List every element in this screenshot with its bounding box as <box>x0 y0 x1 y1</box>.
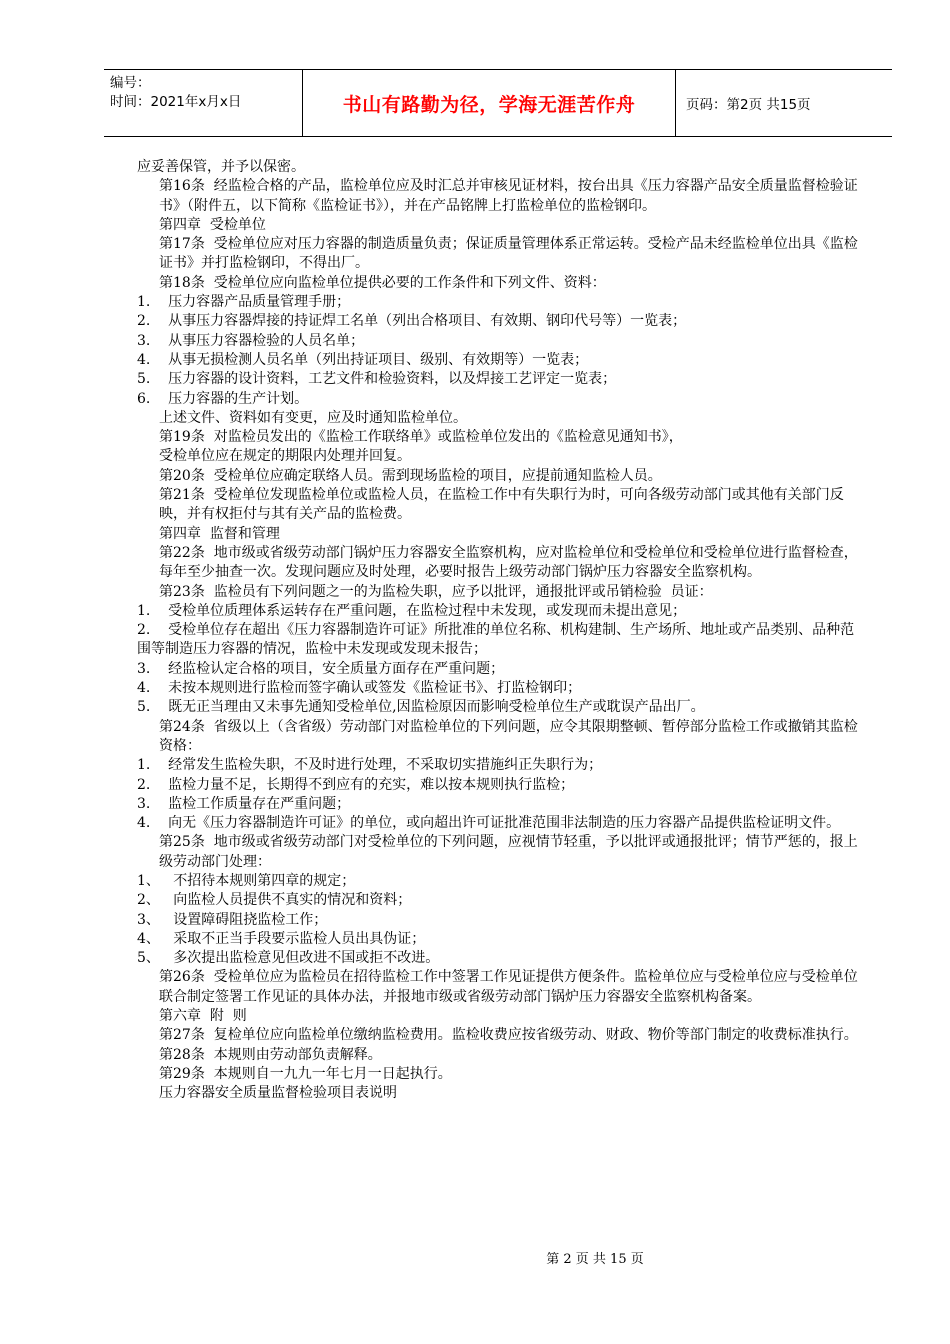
paragraph: 第25条 地市级或省级劳动部门对受检单位的下列问题，应视情节轻重，予以批评或通报批评；情节严惩的，报上级劳动部门处理： <box>159 834 858 870</box>
paragraph: 第六章 附 则 <box>159 1008 247 1025</box>
header-motto: 书山有路勤为径，学海无涯苦作舟 <box>303 70 676 136</box>
paragraph: 1、 不招待本规则第四章的规定； <box>137 872 356 889</box>
time-label: 时间：2021年x月x日 <box>110 94 242 110</box>
paragraph: 2. 受检单位存在超出《压力容器制造许可证》所批准的单位名称、机构建制、生产场所、地址或产品类别、品种范围等制造压力容器的情况，监检中未发现或发现未报告； <box>137 622 855 658</box>
paragraph: 第16条 经监检合格的产品，监检单位应及时汇总并审核见证材料，按台出具《压力容器产品安全质量监督检验证书》（附件五，以下简称《监检证书》），并在产品铭牌上打监检单位的监检钢印。 <box>159 178 858 214</box>
paragraph: 5. 压力容器的设计资料，工艺文件和检验资料，以及焊接工艺评定一览表； <box>137 371 617 388</box>
paragraph: 2. 监检力量不足，长期得不到应有的充实，难以按本规则执行监检； <box>137 776 575 793</box>
paragraph: 第29条 本规则自一九九一年七月一日起执行。 <box>159 1065 452 1082</box>
paragraph: 2、 向监检人员提供不真实的情况和资料； <box>137 892 412 909</box>
paragraph: 第26条 受检单位应为监检员在招待监检工作中签署工作见证提供方便条件。监检单位应与受检单位应与受检单位联合制定签署工作见证的具体办法，并报地市级或省级劳动部门锅炉压力容器安全监察机构备案。 <box>159 969 858 1005</box>
paragraph: 第18条 受检单位应向监检单位提供必要的工作条件和下列文件、资料： <box>159 274 606 291</box>
paragraph: 4. 从事无损检测人员名单（列出持证项目、级别、有效期等）一览表； <box>137 351 589 368</box>
paragraph: 4、 采取不正当手段要示监检人员出具伪证； <box>137 930 426 947</box>
paragraph: 第22条 地市级或省级劳动部门锅炉压力容器安全监察机构，应对监检单位和受检单位和受检单位进行监督检查，每年至少抽查一次。发现问题应及时处理，必要时报告上级劳动部门锅炉压力容器安全监察机构。 <box>159 544 858 581</box>
page-header <box>104 69 892 137</box>
header-meta <box>104 70 303 136</box>
paragraph: 4. 向无《压力容器制造许可证》的单位，或向超出许可证批准范围非法制造的压力容器产品提供监检证明文件。 <box>137 815 841 832</box>
paragraph: 1. 经常发生监检失职，不及时进行处理，不采取切实措施纠正失职行为； <box>137 757 603 774</box>
document-body <box>137 158 861 1104</box>
number-label: 编号： <box>110 75 151 91</box>
paragraph: 上述文件、资料如有变更，应及时通知监检单位。 <box>159 409 467 426</box>
paragraph: 3. 从事压力容器检验的人员名单； <box>137 332 365 349</box>
paragraph: 第20条 受检单位应确定联络人员。需到现场监检的项目，应提前通知监检人员。 <box>159 467 662 484</box>
paragraph: 1. 受检单位质理体系运转存在严重问题，在监检过程中未发现，或发现而未提出意见； <box>137 602 687 619</box>
paragraph: 3、 设置障碍阻挠监检工作； <box>137 911 328 928</box>
paragraph: 第四章 受检单位 <box>159 216 266 233</box>
paragraph: 第21条 受检单位发现监检单位或监检人员，在监检工作中有失职行为时，可向各级劳动部门或其他有关部门反映，并有权拒付与其有关产品的监检费。 <box>159 487 844 523</box>
paragraph: 第24条 省级以上（含省级）劳动部门对监检单位的下列问题，应令其限期整顿、暂停部分监检工作或撤销其监检资格： <box>159 718 858 754</box>
paragraph: 受检单位应在规定的期限内处理并回复。 <box>159 448 411 465</box>
paragraph: 应妥善保管，并予以保密。 <box>137 159 305 175</box>
paragraph: 第28条 本规则由劳动部负责解释。 <box>159 1046 382 1063</box>
paragraph: 5. 既无正当理由又未事先通知受检单位,因监检原因而影响受检单位生产或耽误产品出厂。 <box>137 699 705 716</box>
paragraph: 第17条 受检单位应对压力容器的制造质量负责；保证质量管理体系正常运转。受检产品未经监检单位出具《监检证书》并打监检钢印，不得出厂。 <box>159 236 858 272</box>
paragraph: 压力容器安全质量监督检验项目表说明 <box>159 1085 397 1102</box>
paragraph: 3. 监检工作质量存在严重问题； <box>137 795 351 812</box>
page-footer: 第 2 页 共 15 页 <box>546 1252 644 1267</box>
paragraph: 第23条 监检员有下列问题之一的为监检失职，应予以批评，通报批评或吊销检验 员证： <box>159 583 713 600</box>
paragraph: 4. 未按本规则进行监检而签字确认或签发《监检证书》、打监检钢印； <box>137 680 582 697</box>
paragraph: 2. 从事压力容器焊接的持证焊工名单（列出合格项目、有效期、钢印代号等）一览表； <box>137 313 687 330</box>
paragraph: 第27条 复检单位应向监检单位缴纳监检费用。监检收费应按省级劳动、财政、物价等部门制定的收费标准执行。 <box>159 1027 858 1044</box>
paragraph: 第19条 对监检员发出的《监检工作联络单》或监检单位发出的《监检意见通知书》， <box>159 429 683 446</box>
header-page-info: 页码：第2页 共15页 <box>686 97 811 113</box>
paragraph: 第四章 监督和管理 <box>159 525 280 542</box>
paragraph: 5、 多次提出监检意见但改进不国或拒不改进。 <box>137 950 440 967</box>
paragraph: 1. 压力容器产品质量管理手册； <box>137 294 351 311</box>
paragraph: 6. 压力容器的生产计划。 <box>137 390 309 407</box>
paragraph: 3. 经监检认定合格的项目，安全质量方面存在严重问题； <box>137 660 505 677</box>
